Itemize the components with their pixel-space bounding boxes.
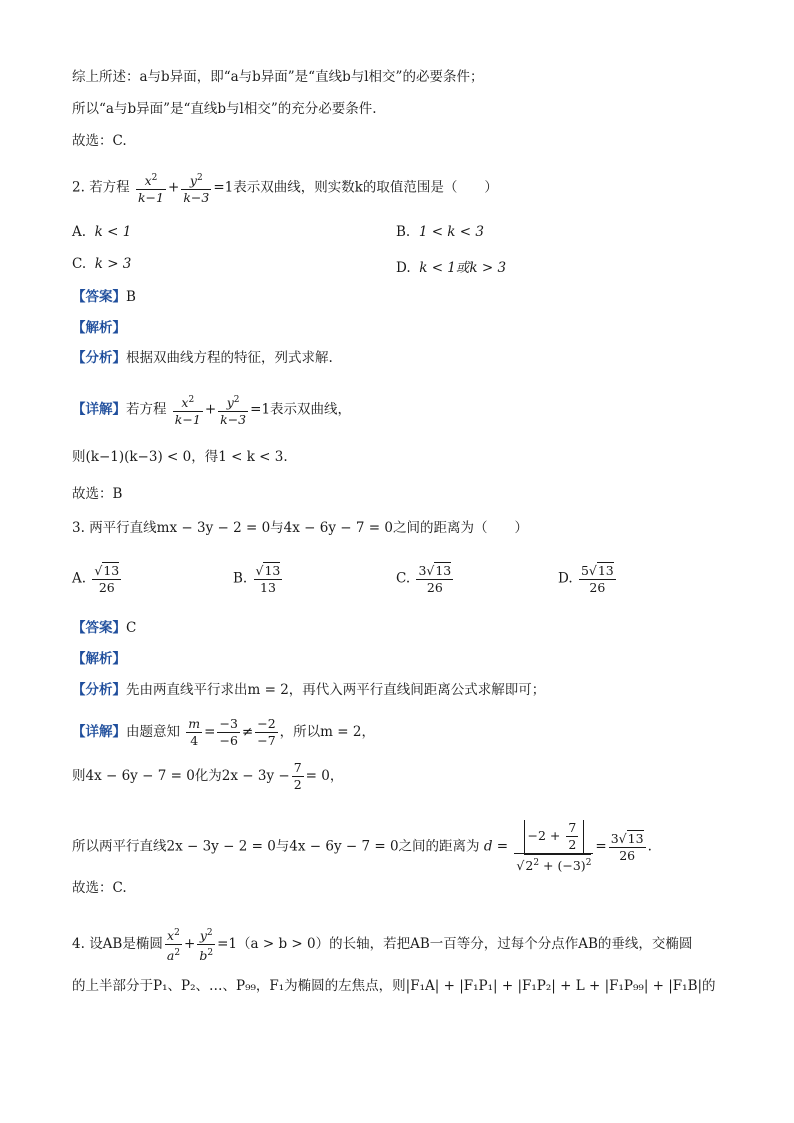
option-d: D. $\frac{5√13}{26}$ xyxy=(558,563,614,595)
step-line: 所以两平行直线2x − 3y − 2 = 0与4x − 6y − 7 = 0之间的距离为 d = −2 + $\frac{7}{2}$ $√2^2 + (-3)^2$ = $\frac{3√13}{26}$ . xyxy=(72,820,652,874)
fraction: $\frac{x^2}{k-1}$ xyxy=(173,392,203,428)
question-3-stem: 3. 两平行直线mx − 3y − 2 = 0与4x − 6y − 7 = 0之间的距离为（ ） xyxy=(72,520,528,536)
choose-line: 故选：C. xyxy=(72,880,127,896)
detail-line: 【详解】若方程 $\frac{x^2}{k-1}$ + $\frac{y^2}{k-3}$ =1表示双曲线， xyxy=(72,392,351,428)
analysis-header: 【解析】 xyxy=(72,320,126,336)
text-line: 综上所述：a与b异面，即“a与b异面”是“直线b与l相交”的必要条件； xyxy=(72,69,484,85)
step-line: 则(k−1)(k−3) < 0，得1 < k < 3. xyxy=(72,449,288,465)
step-line: 则4x − 6y − 7 = 0化为2x − 3y − $\frac{7}{2}$ = 0， xyxy=(72,760,344,792)
option-d: D. k < 1或k > 3 xyxy=(396,260,507,276)
option-b: B. 1 < k < 3 xyxy=(396,224,484,240)
option-c: C. $\frac{3√13}{26}$ xyxy=(396,563,452,595)
question-2-stem: 2. 若方程 $\frac{x^2}{k-1}$ + $\frac{y^2}{k-3}$ =1表示双曲线，则实数k的取值范围是（ ） xyxy=(72,170,498,206)
detail-line: 【详解】由题意知 $\frac{m}{4}$ = $\frac{-3}{-6}$ ≠ $\frac{-2}{-7}$ ，所以m = 2， xyxy=(72,716,375,748)
option-a: A. k < 1 xyxy=(72,224,132,240)
answer-line: 【答案】B xyxy=(72,289,136,305)
fraction: $\frac{x^2}{k-1}$ xyxy=(136,170,166,206)
question-4-stem: 4. 设AB是椭圆 $\frac{x^2}{a^2}$ + $\frac{y^2}{b^2}$ =1（a > b > 0）的长轴，若把AB一百等分，过每个分点作AB的垂线，交椭圆 xyxy=(72,925,692,964)
fraction: $\frac{y^2}{k-3}$ xyxy=(181,170,211,206)
analysis-header: 【解析】 xyxy=(72,651,126,667)
answer-line: 【答案】C xyxy=(72,620,137,636)
analysis-line: 【分析】先由两直线平行求出m = 2，再代入两平行直线间距离公式求解即可； xyxy=(72,682,546,698)
option-b: B. $\frac{√13}{13}$ xyxy=(233,563,281,595)
fraction: $\frac{y^2}{k-3}$ xyxy=(218,392,248,428)
analysis-line: 【分析】根据双曲线方程的特征，列式求解. xyxy=(72,350,333,366)
text-line: 故选：C. xyxy=(72,133,127,149)
option-a: A. $\frac{√13}{26}$ xyxy=(72,563,120,595)
option-c: C. k > 3 xyxy=(72,256,132,272)
text-line: 的上半部分于P₁、P₂、…、P₉₉，F₁为椭圆的左焦点，则|F₁A| + |F₁P₁| + |F₁P₂| + L + |F₁P₉₉| + |F₁B|的 xyxy=(72,978,716,994)
choose-line: 故选：B xyxy=(72,486,123,502)
text-line: 所以“a与b异面”是“直线b与l相交”的充分必要条件. xyxy=(72,101,377,117)
